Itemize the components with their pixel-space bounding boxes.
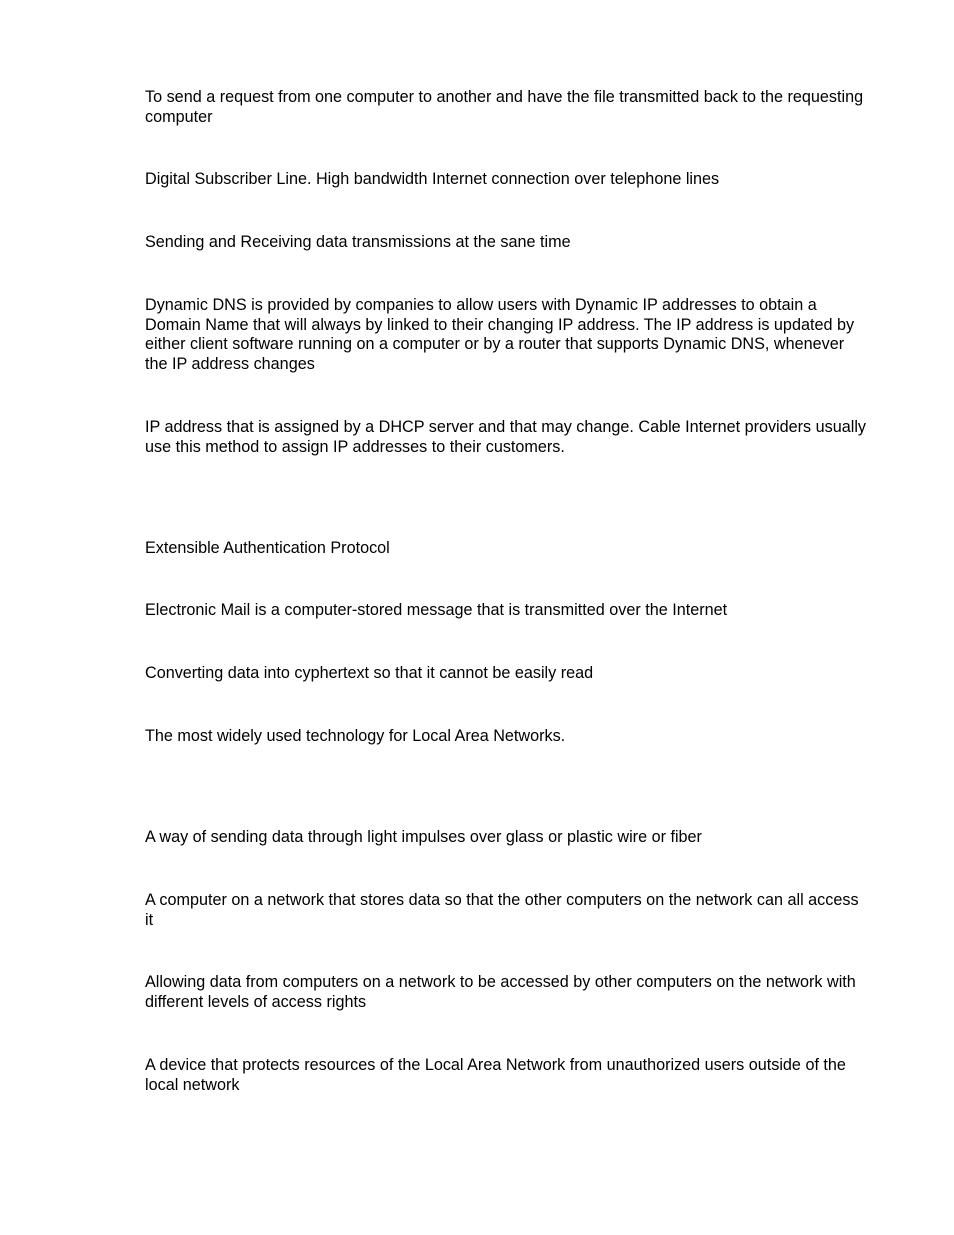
definition-eap: Extensible Authentication Protocol: [145, 539, 390, 557]
definition-file-sharing: Allowing data from computers on a network to be accessed by other computers on the network with different levels of access rights: [145, 973, 856, 1011]
definition-dynamic-dns: Dynamic DNS is provided by companies to allow users with Dynamic IP addresses to obtain a Domain Name that will always by linked to their changing IP address. The IP address is updated by either client software running on a computer or by a router that supports Dynamic DNS, whenever the IP address changes: [145, 296, 855, 374]
definition-encryption: Converting data into cyphertext so that it cannot be easily read: [145, 664, 594, 682]
definition-file-server: A computer on a network that stores data so that the other computers on the network can all access it: [145, 891, 859, 929]
definition-email: Electronic Mail is a computer-stored message that is transmitted over the Internet: [145, 601, 728, 619]
definition-full-duplex: Sending and Receiving data transmissions at the sane time: [145, 233, 571, 251]
definition-ethernet: The most widely used technology for Local Area Networks.: [145, 727, 566, 745]
definition-dsl: Digital Subscriber Line. High bandwidth Internet connection over telephone lines: [145, 170, 720, 188]
definition-dynamic-ip: IP address that is assigned by a DHCP server and that may change. Cable Internet providers usually use this method to assign IP addresses to their customers.: [145, 418, 867, 456]
definition-firewall: A device that protects resources of the Local Area Network from unauthorized users outside of the local network: [145, 1056, 846, 1094]
definition-file-transfer: To send a request from one computer to another and have the file transmitted back to the requesting computer: [145, 88, 864, 126]
definition-fiber-optics: A way of sending data through light impulses over glass or plastic wire or fiber: [145, 828, 702, 846]
